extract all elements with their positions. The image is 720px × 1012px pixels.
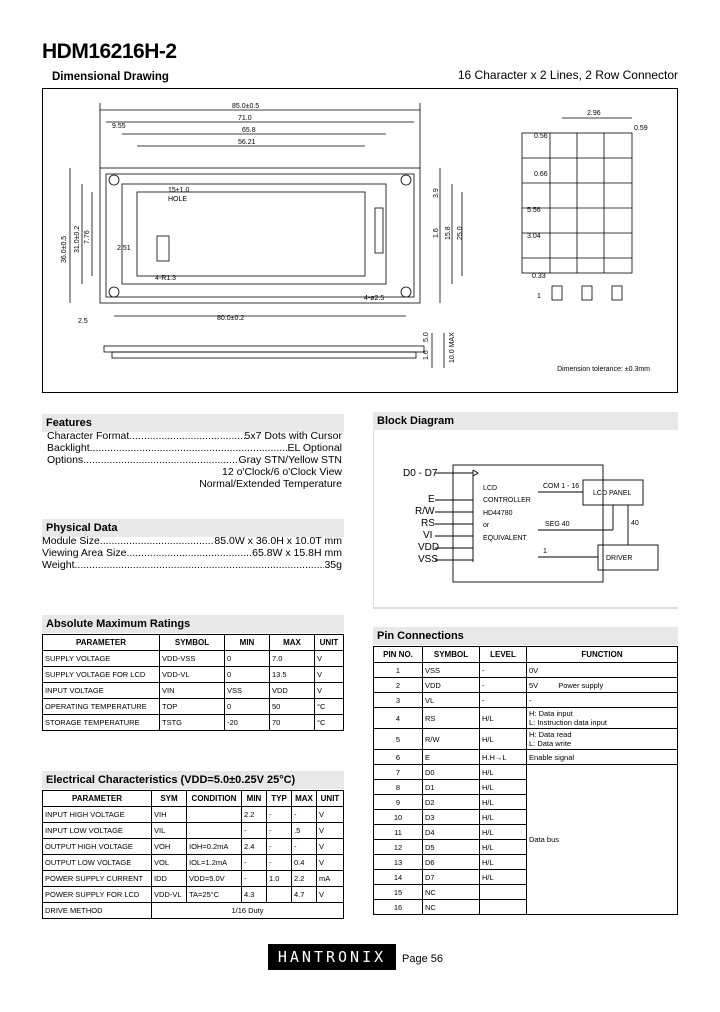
electrical-heading: Electrical Characteristics (VDD=5.0±0.25V 25°C)	[42, 771, 344, 789]
pin-level: -	[480, 678, 527, 693]
pin-number: 7	[374, 765, 423, 780]
controller-chip: HD44780	[483, 510, 513, 517]
dim-h2: 2.51	[117, 245, 131, 252]
signal-d0-d7: D0 - D7	[403, 468, 438, 479]
features-heading: Features	[42, 414, 344, 432]
signal-vi: VI	[423, 530, 433, 541]
dim-corner-radius: 4-R1.3	[155, 275, 177, 282]
pin-number: 8	[374, 780, 423, 795]
signal-e: E	[428, 494, 435, 505]
pin-level	[480, 885, 527, 900]
pin-level: H/L	[480, 708, 527, 729]
pin-function	[527, 765, 678, 915]
page-number: Page 56	[402, 953, 443, 965]
table-header: SYM	[152, 791, 187, 807]
pin-level: -	[480, 693, 527, 708]
rw-low-text: L: Data write	[529, 739, 572, 748]
pin-number: 15	[374, 885, 423, 900]
table-header: TYP	[267, 791, 292, 807]
pin-level: H/L	[480, 855, 527, 870]
table-header: MIN	[242, 791, 267, 807]
dim-hole-label: HOLE	[168, 196, 188, 203]
dim-h6: 25.0	[457, 226, 464, 240]
table-header: SYMBOL	[160, 635, 225, 651]
pin-function-text: 5V	[529, 680, 539, 690]
table-header: PARAMETER	[43, 791, 152, 807]
dim-pin-3-04: 3.04	[527, 233, 541, 240]
pin-number: 16	[374, 900, 423, 915]
page-title: HDM16216H-2	[42, 40, 177, 63]
dim-hole-diameter: 4-ø2.5	[364, 295, 385, 302]
pin-level: -	[480, 663, 527, 678]
pin-level: H.H→L	[480, 750, 527, 765]
pin-symbol: NC	[423, 900, 480, 915]
physical-row: Module Size ..... 85.0W x 36.0H x 10.0T mm	[42, 535, 342, 547]
table-row: OUTPUT LOW VOLTAGE VOL IOL=1.2mA - - 0.4 V	[43, 855, 344, 871]
data-bus-label: Data bus	[529, 835, 560, 844]
controller-lcd: LCD	[483, 485, 498, 492]
pin-number: 14	[374, 870, 423, 885]
table-row: SUPPLY VOLTAGE VDD-VSS 0 7.0 V	[43, 651, 344, 667]
bus-40-label: 40	[631, 520, 639, 527]
pin-function	[527, 693, 678, 708]
table-header: LEVEL	[480, 647, 527, 663]
table-header: UNIT	[317, 791, 344, 807]
dim-overall-width: 85.0±0.5	[232, 103, 260, 110]
pin-number: 11	[374, 825, 423, 840]
block-diagram	[373, 430, 678, 610]
pin-function-text: -	[529, 695, 532, 705]
dimension-tolerance: Dimension tolerance: ±0.3mm	[557, 366, 650, 373]
power-supply-label: Power supply	[558, 680, 604, 690]
table-row: STORAGE TEMPERATURE TSTG -20 70 °C	[43, 715, 344, 731]
pin-function	[527, 729, 678, 750]
signal-rs: RS	[421, 518, 435, 529]
pin-symbol: RS	[423, 708, 480, 729]
table-row	[374, 765, 678, 780]
rs-low-text: L: Instruction data input	[529, 718, 607, 727]
pin-symbol: D3	[423, 810, 480, 825]
pin-symbol: VL	[423, 693, 480, 708]
pin-function	[527, 678, 678, 693]
table-header: FUNCTION	[527, 647, 678, 663]
pin-number: 13	[374, 855, 423, 870]
signal-vdd: VDD	[418, 542, 440, 553]
pin-number: 10	[374, 810, 423, 825]
pin-level	[480, 900, 527, 915]
controller-equivalent: EQUIVALENT	[483, 535, 527, 542]
pin-1-marker: 1	[537, 293, 541, 300]
table-row	[374, 678, 678, 693]
physical-row: Viewing Area Size ..... 65.8W x 15.8H mm	[42, 547, 342, 559]
pin-symbol: D4	[423, 825, 480, 840]
table-row: OPERATING TEMPERATURE TOP 0 50 °C	[43, 699, 344, 715]
dim-h3: 3.9	[433, 188, 440, 198]
dim-thickness-1: 5.0	[423, 332, 430, 342]
pin-function	[527, 708, 678, 729]
table-header: PIN NO.	[374, 647, 423, 663]
feature-row: Character Format ..... 5x7 Dots with Cursor	[47, 430, 342, 442]
pin-function-text: Enable signal	[529, 752, 575, 762]
table-row: INPUT HIGH VOLTAGE VIH 2.2 - - V	[43, 807, 344, 823]
pin-symbol: D6	[423, 855, 480, 870]
pin-number: 1	[374, 663, 423, 678]
table-header: MAX	[270, 635, 315, 651]
dim-h5: 15.8	[445, 226, 452, 240]
feature-extra: 12 o'Clock/6 o'Clock View	[222, 466, 342, 478]
table-row: OUTPUT HIGH VOLTAGE VOH IOH=0.2mA 2.4 - - V	[43, 839, 344, 855]
table-header: UNIT	[315, 635, 344, 651]
controller-name: CONTROLLER	[483, 497, 531, 504]
table-header: MAX	[292, 791, 317, 807]
feature-extra: Normal/Extended Temperature	[199, 478, 342, 490]
dim-pin-0-66: 0.66	[534, 171, 548, 178]
pin-symbol: VSS	[423, 663, 480, 678]
dim-overall-height: 36.0±0.5	[61, 235, 68, 263]
driver-label: DRIVER	[606, 555, 633, 562]
dim-edge: 2.5	[78, 318, 88, 325]
table-header: CONDITION	[187, 791, 242, 807]
block-diagram-heading: Block Diagram	[373, 412, 678, 430]
bus-1-label: 1	[543, 548, 547, 555]
dim-pcb-width: 71.0	[238, 115, 252, 122]
pin-level: H/L	[480, 870, 527, 885]
table-row: POWER SUPPLY FOR LCD VDD-VL TA=25°C 4.3 4.7 V	[43, 887, 344, 903]
dim-va-height: 31.0±0.2	[74, 225, 81, 253]
pin-symbol: D5	[423, 840, 480, 855]
dim-va-width: 65.8	[242, 127, 256, 134]
pin-symbol: E	[423, 750, 480, 765]
dim-aa-width: 56.21	[238, 139, 256, 146]
features-list	[47, 430, 342, 490]
pin-function-text: H: Data read	[529, 730, 572, 739]
dim-hole-pitch: 15±1.0	[168, 187, 190, 194]
table-row: POWER SUPPLY CURRENT IDD VDD=5.0V - 1.0 2.2 mA	[43, 871, 344, 887]
pin-number: 4	[374, 708, 423, 729]
pin-number: 2	[374, 678, 423, 693]
pin-symbol: NC	[423, 885, 480, 900]
pin-level: H/L	[480, 825, 527, 840]
table-row: DRIVE METHOD 1/16 Duty	[43, 903, 344, 919]
pin-table	[373, 646, 678, 915]
dim-pin-5-56: 5.56	[527, 207, 541, 214]
table-row: INPUT VOLTAGE VIN VSS VDD V	[43, 683, 344, 699]
pin-symbol: D7	[423, 870, 480, 885]
pin-symbol: R/W	[423, 729, 480, 750]
table-header: SYMBOL	[423, 647, 480, 663]
pin-level: H/L	[480, 765, 527, 780]
dim-left-offset: 9.55	[112, 123, 126, 130]
product-description: 16 Character x 2 Lines, 2 Row Connector	[457, 68, 678, 82]
physical-heading: Physical Data	[42, 519, 344, 537]
dim-mount-width: 80.0±0.2	[217, 315, 245, 322]
pin-function	[527, 663, 678, 678]
pin-connections-heading: Pin Connections	[373, 627, 678, 645]
table-row	[374, 663, 678, 678]
abs-max-table-wrap	[42, 634, 344, 731]
pin-symbol: D0	[423, 765, 480, 780]
signal-vss: VSS	[418, 554, 439, 565]
pin-symbol: D2	[423, 795, 480, 810]
table-row	[374, 750, 678, 765]
dim-pin-0-33: 0.33	[532, 273, 546, 280]
pin-table-wrap	[373, 646, 678, 915]
dim-thickness-max: 10.0 MAX	[449, 332, 456, 363]
dim-pin-0-56: 0.56	[534, 133, 548, 140]
pin-level: H/L	[480, 780, 527, 795]
drawing-subtitle: Dimensional Drawing	[52, 71, 169, 83]
electrical-table-wrap	[42, 790, 344, 919]
abs-max-table	[42, 634, 344, 731]
pin-number: 3	[374, 693, 423, 708]
table-row	[374, 693, 678, 708]
dimensional-drawing	[42, 88, 678, 393]
pin-function	[527, 750, 678, 765]
hantronix-logo: HANTRONIX	[268, 944, 396, 970]
lcd-panel-label: LCD PANEL	[593, 490, 632, 497]
dim-pin-2-96: 2.96	[587, 110, 601, 117]
table-header: PARAMETER	[43, 635, 160, 651]
feature-row: Backlight ..... EL Optional	[47, 442, 342, 454]
pin-number: 5	[374, 729, 423, 750]
table-header: MIN	[225, 635, 270, 651]
abs-max-heading: Absolute Maximum Ratings	[42, 615, 344, 633]
dim-pin-0-59: 0.59	[634, 125, 648, 132]
controller-or: or	[483, 522, 490, 529]
pin-symbol: D1	[423, 780, 480, 795]
physical-row: Weight ..... 35g	[42, 559, 342, 571]
com-label: COM 1 - 16	[543, 483, 580, 490]
table-row: INPUT LOW VOLTAGE VIL - - .5 V	[43, 823, 344, 839]
table-row	[374, 708, 678, 729]
dim-thickness-3: 1.6	[423, 350, 430, 360]
dim-h1: 7.76	[84, 230, 91, 244]
physical-list	[42, 535, 342, 571]
pin-level: H/L	[480, 729, 527, 750]
electrical-table	[42, 790, 344, 919]
pin-level: H/L	[480, 840, 527, 855]
pin-function-text: H: Data input	[529, 709, 573, 718]
signal-rw: R/W	[415, 506, 435, 517]
feature-row: Options ..... Gray STN/Yellow STN	[47, 454, 342, 466]
pin-number: 12	[374, 840, 423, 855]
seg-label: SEG 40	[545, 521, 570, 528]
table-row	[374, 729, 678, 750]
pin-level: H/L	[480, 795, 527, 810]
pin-level: H/L	[480, 810, 527, 825]
pin-number: 6	[374, 750, 423, 765]
dim-h4: 1.6	[433, 228, 440, 238]
table-row: SUPPLY VOLTAGE FOR LCD VDD-VL 0 13.5 V	[43, 667, 344, 683]
pin-symbol: VDD	[423, 678, 480, 693]
pin-number: 9	[374, 795, 423, 810]
pin-function-text: 0V	[529, 665, 539, 675]
